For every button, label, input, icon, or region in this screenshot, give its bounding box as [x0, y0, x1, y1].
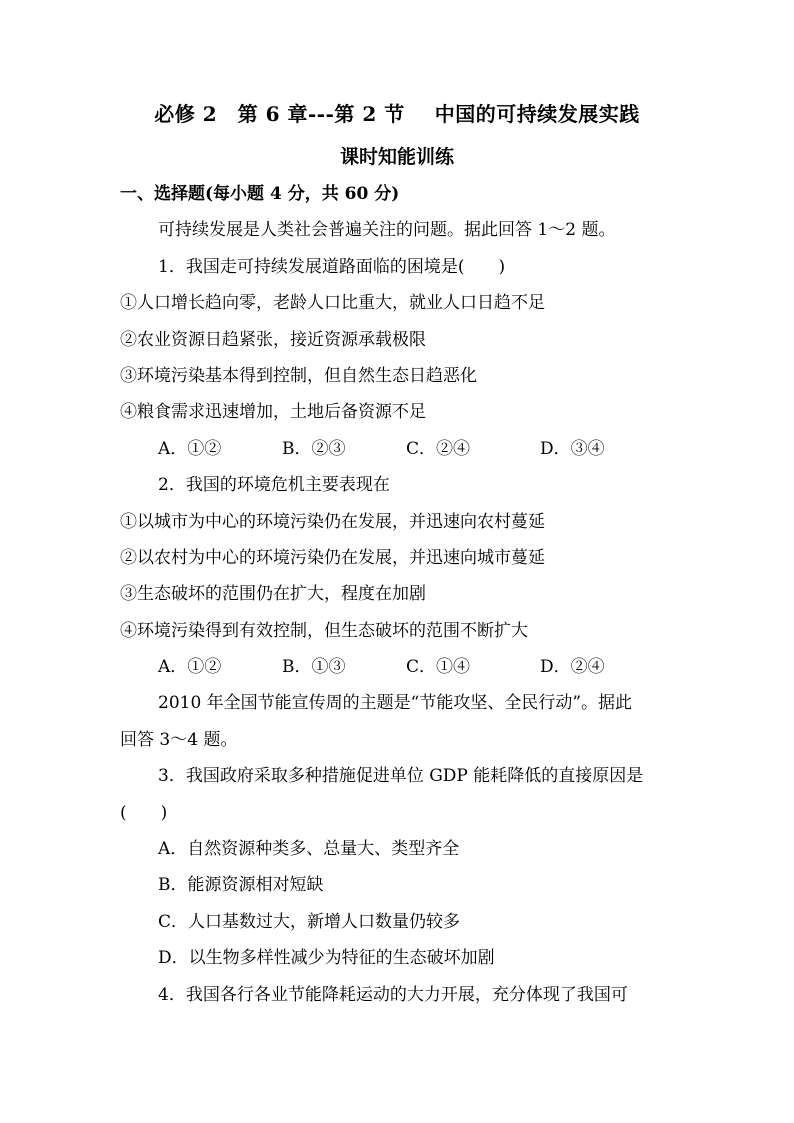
intro-q3-q4-line1: 2010 年全国节能宣传周的主题是“节能攻坚、全民行动”。据此	[158, 693, 633, 714]
page-title	[0, 98, 794, 127]
q3-stem: 3．我国政府采取多种措施促进单位 GDP 能耗降低的直接原因是	[158, 766, 644, 787]
q2-option-a: A．①②	[158, 657, 222, 678]
q1-stem: 1．我国走可持续发展道路面临的困境是( )	[158, 256, 506, 277]
q3-option-b: B．能源资源相对短缺	[158, 875, 324, 896]
q2-option-c: C．①④	[406, 657, 471, 678]
q1-option-b: B．②③	[282, 438, 346, 459]
q2-item: ②以农村为中心的环境污染仍在发展，并迅速向城市蔓延	[120, 547, 545, 568]
q2-options	[120, 649, 680, 685]
q1-item: ②农业资源日趋紧张，接近资源承载极限	[120, 329, 426, 350]
q3-option-c: C．人口基数过大，新增人口数量仍较多	[158, 911, 461, 932]
q2-option-d: D．②④	[540, 657, 605, 678]
page-subtitle: 课时知能训练	[339, 146, 454, 168]
q1-option-c: C．②④	[406, 438, 471, 459]
q3-stem-bracket: ( )	[120, 802, 168, 823]
q2-option-b: B．①③	[282, 657, 346, 678]
title-topic: 中国的可持续发展实践	[434, 102, 640, 126]
q2-item: ①以城市为中心的环境污染仍在发展，并迅速向农村蔓延	[120, 511, 545, 532]
title-chapter: 必修 2 第 6 章---第 2 节	[154, 102, 405, 126]
intro-q3-q4-line2: 回答 3～4 题。	[120, 729, 238, 750]
question-body	[120, 176, 680, 1013]
q1-options	[120, 431, 680, 467]
q1-item: ①人口增长趋向零，老龄人口比重大，就业人口日趋不足	[120, 293, 545, 314]
section-heading: 一、选择题(每小题 4 分，共 60 分)	[120, 184, 400, 204]
intro-q1-q2: 可持续发展是人类社会普遍关注的问题。据此回答 1～2 题。	[158, 220, 616, 241]
q3-option-d: D．以生物多样性减少为特征的生态破坏加剧	[158, 948, 495, 969]
q1-option-d: D．③④	[540, 438, 605, 459]
q2-stem: 2．我国的环境危机主要表现在	[158, 475, 390, 496]
q2-item: ③生态破坏的范围仍在扩大，程度在加剧	[120, 584, 426, 605]
q1-item: ③环境污染基本得到控制，但自然生态日趋恶化	[120, 365, 477, 386]
q4-stem: 4．我国各行各业节能降耗运动的大力开展，充分体现了我国可	[158, 984, 628, 1005]
q2-item: ④环境污染得到有效控制，但生态破坏的范围不断扩大	[120, 620, 528, 641]
q1-item: ④粮食需求迅速增加，土地后备资源不足	[120, 402, 426, 423]
q1-option-a: A．①②	[158, 438, 222, 459]
q3-option-a: A．自然资源种类多、总量大、类型齐全	[158, 839, 460, 860]
